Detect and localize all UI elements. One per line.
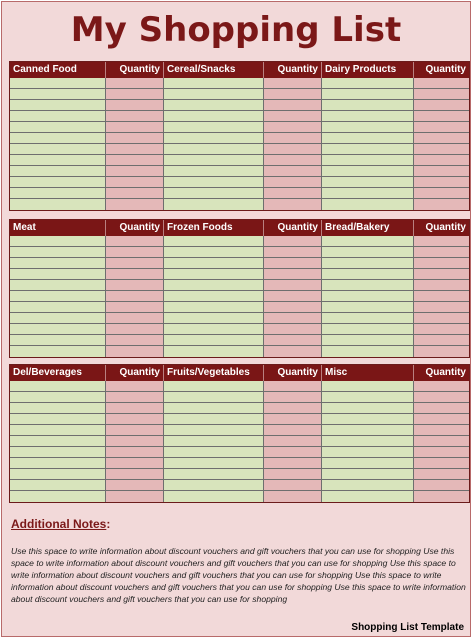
item-cell[interactable] [322, 122, 413, 133]
quantity-cell[interactable] [414, 447, 469, 458]
quantity-cell[interactable] [106, 177, 163, 188]
quantity-cell[interactable] [106, 111, 163, 122]
item-cell[interactable] [164, 392, 263, 403]
item-column [10, 236, 106, 357]
quantity-cell[interactable] [264, 269, 321, 280]
quantity-cell[interactable] [414, 346, 469, 357]
item-cell[interactable] [164, 403, 263, 414]
item-cell[interactable] [10, 291, 105, 302]
item-cell[interactable] [164, 122, 263, 133]
quantity-cell[interactable] [264, 458, 321, 469]
quantity-cell[interactable] [264, 346, 321, 357]
item-cell[interactable] [164, 491, 263, 502]
item-cell[interactable] [322, 89, 413, 100]
item-cell[interactable] [164, 414, 263, 425]
quantity-cell[interactable] [106, 425, 163, 436]
quantity-cell[interactable] [414, 458, 469, 469]
item-cell[interactable] [164, 425, 263, 436]
item-cell[interactable] [322, 335, 413, 346]
quantity-cell[interactable] [264, 188, 321, 199]
quantity-cell[interactable] [106, 122, 163, 133]
quantity-cell[interactable] [414, 177, 469, 188]
quantity-cell[interactable] [264, 436, 321, 447]
quantity-cell[interactable] [414, 480, 469, 491]
quantity-cell[interactable] [106, 447, 163, 458]
item-cell[interactable] [10, 89, 105, 100]
quantity-cell[interactable] [106, 346, 163, 357]
quantity-cell[interactable] [106, 247, 163, 258]
quantity-cell[interactable] [414, 491, 469, 502]
item-cell[interactable] [10, 100, 105, 111]
quantity-cell[interactable] [106, 458, 163, 469]
quantity-cell[interactable] [106, 199, 163, 210]
item-column [10, 78, 106, 210]
notes-title [11, 517, 110, 531]
quantity-cell[interactable] [414, 144, 469, 155]
item-cell[interactable] [164, 313, 263, 324]
quantity-cell[interactable] [414, 302, 469, 313]
item-cell[interactable] [164, 199, 263, 210]
item-cell[interactable] [10, 133, 105, 144]
quantity-cell[interactable] [106, 144, 163, 155]
item-cell[interactable] [10, 236, 105, 247]
notes-title-text: Additional Notes [11, 517, 107, 531]
quantity-cell[interactable] [414, 258, 469, 269]
quantity-header: Quantity [264, 220, 322, 236]
item-cell[interactable] [164, 236, 263, 247]
quantity-cell[interactable] [414, 111, 469, 122]
quantity-column [264, 78, 322, 210]
item-cell[interactable] [322, 469, 413, 480]
quantity-cell[interactable] [264, 392, 321, 403]
item-cell[interactable] [164, 302, 263, 313]
item-cell[interactable] [322, 346, 413, 357]
category-header: Frozen Foods [164, 220, 264, 236]
item-cell[interactable] [164, 78, 263, 89]
quantity-cell[interactable] [414, 78, 469, 89]
quantity-header: Quantity [414, 365, 469, 381]
item-column [10, 381, 106, 502]
item-cell[interactable] [164, 100, 263, 111]
quantity-cell[interactable] [106, 236, 163, 247]
quantity-cell[interactable] [264, 280, 321, 291]
category-header: Fruits/Vegetables [164, 365, 264, 381]
item-cell[interactable] [322, 447, 413, 458]
item-cell[interactable] [10, 392, 105, 403]
item-cell[interactable] [322, 111, 413, 122]
item-cell[interactable] [10, 111, 105, 122]
quantity-cell[interactable] [106, 414, 163, 425]
quantity-cell[interactable] [264, 133, 321, 144]
notes-body[interactable]: Use this space to write information about discount vouchers and gift vouchers that you can use for shopping Use this space to write information about discount vouchers and gift vouchers that you can use for shopping Use this space to write information about discount vouchers and gift vouchers that you can use for shopping Use this space to write information about discount vouchers and gift vouchers that you can use for shopping Use this space to write information about discount vouchers and gift vouchers that you can use for shopping [11, 546, 466, 604]
category-header: Dairy Products [322, 62, 414, 78]
item-cell[interactable] [10, 269, 105, 280]
item-cell[interactable] [10, 166, 105, 177]
quantity-cell[interactable] [106, 269, 163, 280]
quantity-cell[interactable] [106, 436, 163, 447]
quantity-cell[interactable] [414, 199, 469, 210]
item-cell[interactable] [10, 155, 105, 166]
quantity-column [106, 236, 164, 357]
section-del-fruits-misc [9, 364, 470, 503]
item-cell[interactable] [10, 144, 105, 155]
category-header: Cereal/Snacks [164, 62, 264, 78]
quantity-cell[interactable] [106, 491, 163, 502]
item-cell[interactable] [10, 78, 105, 89]
quantity-column [106, 78, 164, 210]
item-cell[interactable] [322, 133, 413, 144]
item-cell[interactable] [322, 269, 413, 280]
quantity-header: Quantity [106, 220, 164, 236]
item-cell[interactable] [322, 491, 413, 502]
item-cell[interactable] [10, 335, 105, 346]
quantity-cell[interactable] [106, 188, 163, 199]
quantity-cell[interactable] [264, 324, 321, 335]
item-cell[interactable] [164, 269, 263, 280]
quantity-cell[interactable] [414, 392, 469, 403]
item-cell[interactable] [10, 447, 105, 458]
item-cell[interactable] [164, 480, 263, 491]
item-cell[interactable] [10, 480, 105, 491]
item-cell[interactable] [322, 177, 413, 188]
item-cell[interactable] [164, 447, 263, 458]
item-cell[interactable] [164, 166, 263, 177]
item-column [322, 78, 414, 210]
item-cell[interactable] [322, 313, 413, 324]
quantity-cell[interactable] [414, 291, 469, 302]
quantity-cell[interactable] [414, 133, 469, 144]
item-cell[interactable] [164, 247, 263, 258]
item-cell[interactable] [10, 313, 105, 324]
item-cell[interactable] [164, 324, 263, 335]
page-title: My Shopping List [70, 10, 402, 50]
item-cell[interactable] [10, 199, 105, 210]
quantity-column [264, 236, 322, 357]
quantity-cell[interactable] [264, 155, 321, 166]
quantity-header: Quantity [106, 365, 164, 381]
item-cell[interactable] [322, 480, 413, 491]
category-header: Misc [322, 365, 414, 381]
item-cell[interactable] [322, 458, 413, 469]
item-cell[interactable] [322, 258, 413, 269]
item-cell[interactable] [10, 302, 105, 313]
quantity-cell[interactable] [414, 166, 469, 177]
quantity-cell[interactable] [264, 122, 321, 133]
quantity-header: Quantity [414, 220, 469, 236]
item-cell[interactable] [164, 458, 263, 469]
quantity-cell[interactable] [106, 89, 163, 100]
quantity-cell[interactable] [106, 392, 163, 403]
quantity-cell[interactable] [106, 280, 163, 291]
quantity-cell[interactable] [414, 313, 469, 324]
item-cell[interactable] [164, 133, 263, 144]
item-cell[interactable] [322, 247, 413, 258]
quantity-cell[interactable] [414, 269, 469, 280]
item-cell[interactable] [322, 100, 413, 111]
item-cell[interactable] [10, 177, 105, 188]
item-cell[interactable] [10, 247, 105, 258]
item-cell[interactable] [164, 346, 263, 357]
quantity-cell[interactable] [414, 381, 469, 392]
item-cell[interactable] [164, 469, 263, 480]
quantity-cell[interactable] [264, 258, 321, 269]
item-cell[interactable] [322, 425, 413, 436]
item-cell[interactable] [164, 188, 263, 199]
item-cell[interactable] [164, 291, 263, 302]
item-column [164, 236, 264, 357]
quantity-cell[interactable] [414, 324, 469, 335]
item-cell[interactable] [322, 280, 413, 291]
category-header: Meat [10, 220, 106, 236]
quantity-cell[interactable] [106, 100, 163, 111]
item-cell[interactable] [322, 324, 413, 335]
item-cell[interactable] [322, 381, 413, 392]
quantity-cell[interactable] [106, 155, 163, 166]
quantity-cell[interactable] [414, 122, 469, 133]
quantity-cell[interactable] [106, 258, 163, 269]
quantity-cell[interactable] [264, 78, 321, 89]
item-cell[interactable] [164, 144, 263, 155]
item-cell[interactable] [10, 469, 105, 480]
quantity-cell[interactable] [106, 313, 163, 324]
item-cell[interactable] [322, 78, 413, 89]
quantity-cell[interactable] [414, 280, 469, 291]
quantity-cell[interactable] [264, 247, 321, 258]
item-cell[interactable] [164, 381, 263, 392]
item-cell[interactable] [10, 425, 105, 436]
quantity-header: Quantity [264, 62, 322, 78]
notes-title-colon: : [106, 517, 111, 531]
quantity-cell[interactable] [414, 89, 469, 100]
quantity-cell[interactable] [264, 414, 321, 425]
quantity-cell[interactable] [264, 144, 321, 155]
quantity-cell[interactable] [106, 302, 163, 313]
footer-label: Shopping List Template [351, 622, 464, 633]
quantity-cell[interactable] [264, 166, 321, 177]
item-column [322, 236, 414, 357]
item-column [164, 381, 264, 502]
quantity-cell[interactable] [264, 403, 321, 414]
quantity-cell[interactable] [414, 469, 469, 480]
quantity-cell[interactable] [264, 89, 321, 100]
item-cell[interactable] [322, 436, 413, 447]
item-cell[interactable] [322, 155, 413, 166]
item-cell[interactable] [10, 436, 105, 447]
quantity-column [414, 381, 469, 502]
quantity-cell[interactable] [106, 78, 163, 89]
quantity-cell[interactable] [264, 469, 321, 480]
quantity-cell[interactable] [106, 324, 163, 335]
item-cell[interactable] [322, 403, 413, 414]
quantity-cell[interactable] [264, 177, 321, 188]
item-cell[interactable] [164, 280, 263, 291]
quantity-cell[interactable] [414, 425, 469, 436]
item-cell[interactable] [10, 258, 105, 269]
item-cell[interactable] [322, 144, 413, 155]
quantity-cell[interactable] [264, 291, 321, 302]
quantity-cell[interactable] [106, 166, 163, 177]
quantity-cell[interactable] [414, 100, 469, 111]
quantity-cell[interactable] [264, 335, 321, 346]
quantity-cell[interactable] [414, 335, 469, 346]
quantity-cell[interactable] [106, 133, 163, 144]
item-cell[interactable] [164, 258, 263, 269]
item-cell[interactable] [164, 111, 263, 122]
item-cell[interactable] [10, 346, 105, 357]
item-cell[interactable] [322, 392, 413, 403]
item-cell[interactable] [164, 436, 263, 447]
quantity-header: Quantity [106, 62, 164, 78]
quantity-column [414, 78, 469, 210]
quantity-cell[interactable] [414, 247, 469, 258]
item-cell[interactable] [10, 188, 105, 199]
quantity-cell[interactable] [414, 236, 469, 247]
item-cell[interactable] [164, 155, 263, 166]
category-header: Del/Beverages [10, 365, 106, 381]
quantity-cell[interactable] [264, 381, 321, 392]
quantity-cell[interactable] [264, 425, 321, 436]
quantity-cell[interactable] [264, 491, 321, 502]
quantity-cell[interactable] [106, 381, 163, 392]
quantity-cell[interactable] [106, 403, 163, 414]
quantity-cell[interactable] [414, 188, 469, 199]
quantity-cell[interactable] [264, 111, 321, 122]
quantity-cell[interactable] [414, 155, 469, 166]
quantity-column [106, 381, 164, 502]
item-cell[interactable] [322, 166, 413, 177]
item-cell[interactable] [322, 236, 413, 247]
quantity-cell[interactable] [414, 436, 469, 447]
item-cell[interactable] [10, 324, 105, 335]
quantity-cell[interactable] [264, 302, 321, 313]
quantity-cell[interactable] [264, 480, 321, 491]
quantity-cell[interactable] [414, 403, 469, 414]
category-header: Bread/Bakery [322, 220, 414, 236]
item-cell[interactable] [322, 199, 413, 210]
quantity-cell[interactable] [106, 469, 163, 480]
quantity-cell[interactable] [264, 236, 321, 247]
quantity-header: Quantity [414, 62, 469, 78]
item-cell[interactable] [322, 302, 413, 313]
item-cell[interactable] [10, 122, 105, 133]
quantity-cell[interactable] [264, 313, 321, 324]
item-cell[interactable] [164, 177, 263, 188]
item-cell[interactable] [322, 414, 413, 425]
item-cell[interactable] [164, 335, 263, 346]
item-column [164, 78, 264, 210]
shopping-list-page [1, 1, 471, 637]
category-header: Canned Food [10, 62, 106, 78]
quantity-cell[interactable] [264, 100, 321, 111]
item-cell[interactable] [322, 188, 413, 199]
item-cell[interactable] [10, 381, 105, 392]
quantity-cell[interactable] [106, 480, 163, 491]
quantity-column [414, 236, 469, 357]
section-canned-cereal-dairy [9, 61, 470, 211]
quantity-column [264, 381, 322, 502]
item-cell[interactable] [10, 403, 105, 414]
section-meat-frozen-bread [9, 219, 470, 358]
item-cell[interactable] [164, 89, 263, 100]
item-cell[interactable] [10, 458, 105, 469]
item-cell[interactable] [10, 414, 105, 425]
quantity-cell[interactable] [414, 414, 469, 425]
item-column [322, 381, 414, 502]
quantity-cell[interactable] [106, 335, 163, 346]
quantity-cell[interactable] [106, 291, 163, 302]
quantity-header: Quantity [264, 365, 322, 381]
item-cell[interactable] [10, 280, 105, 291]
quantity-cell[interactable] [264, 447, 321, 458]
quantity-cell[interactable] [264, 199, 321, 210]
item-cell[interactable] [10, 491, 105, 502]
item-cell[interactable] [322, 291, 413, 302]
